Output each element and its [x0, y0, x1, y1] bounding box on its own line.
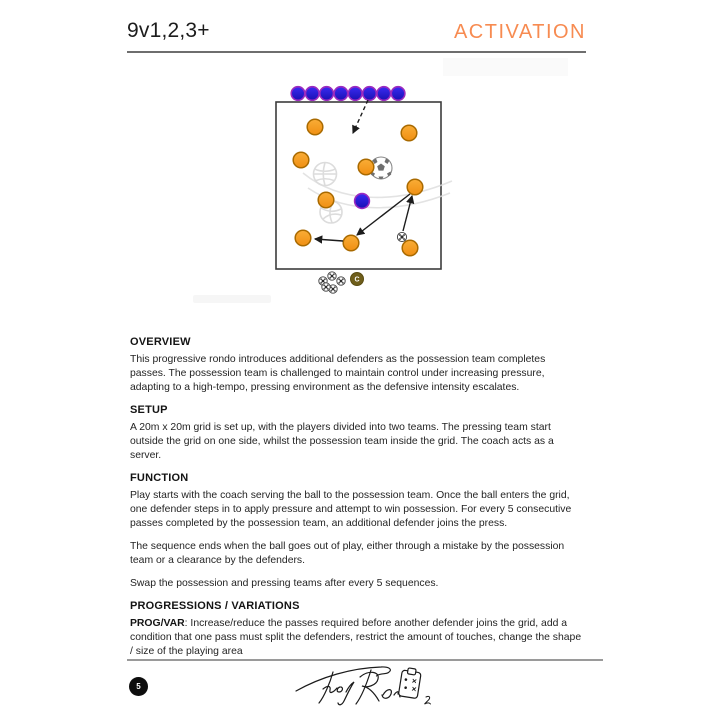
pressing-player-marker — [377, 87, 391, 101]
faint-block-top-right — [443, 58, 568, 76]
football-icon — [337, 277, 345, 285]
coach-label: C — [354, 276, 360, 284]
possession-player-marker — [318, 192, 334, 208]
pressing-player-marker — [334, 87, 348, 101]
section-heading: PROGRESSIONS / VARIATIONS — [130, 600, 300, 612]
signature — [293, 661, 441, 708]
football-icon — [397, 232, 406, 241]
defender-marker — [355, 194, 370, 209]
pressing-player-marker — [306, 87, 320, 101]
pressing-player-marker — [348, 87, 362, 101]
section-paragraph: PROG/VAR: Increase/reduce the passes required before another defender joins the grid, add a condition that one pass must split the defenders, restrict the amount of touches, change the shape / size of the playing area — [130, 618, 582, 657]
header-divider — [127, 51, 586, 53]
football-icon — [322, 283, 330, 291]
possession-player-marker — [407, 179, 423, 195]
drill-diagram — [0, 55, 713, 305]
section-paragraph: A 20m x 20m grid is set up, with the players divided into two teams. The pressing team start outside the grid on one side, whilst the possession team inside the grid. The coach acts as a server. — [130, 422, 554, 461]
section-heading: SETUP — [130, 404, 168, 416]
possession-player-marker — [401, 125, 417, 141]
possession-player-marker — [295, 230, 311, 246]
pressing-player-marker — [363, 87, 377, 101]
section-paragraph: This progressive rondo introduces additional defenders as the possession team completes passes. The possession team is challenged to maintain control under increasing pressure, adapting to a high-tempo, pressing environment as the defensive intensity escalates. — [130, 354, 546, 393]
page-number-badge: 5 — [129, 677, 148, 696]
section-heading: OVERVIEW — [130, 336, 191, 348]
section-paragraph: Play starts with the coach serving the ball to the possession team. Once the ball enters the grid, one defender steps in to apply pressure and attempt to win possession. For every 5 consecutive passes completed by the possession team, an additional defender joins the press. — [130, 490, 572, 529]
drill-diagram-area — [0, 55, 713, 305]
category-label: ACTIVATION — [453, 21, 586, 43]
possession-player-marker — [402, 240, 418, 256]
balls-group — [319, 232, 407, 293]
pass-arrow — [403, 196, 412, 231]
pass-arrow — [315, 239, 343, 241]
page-title: 9v1,2,3+ — [127, 19, 210, 42]
content-sections — [130, 330, 582, 668]
clipboard-icon — [398, 667, 421, 699]
defender-group — [355, 194, 370, 209]
faint-block-bottom-left — [193, 295, 271, 303]
entry-arrow — [353, 100, 368, 133]
section-heading: FUNCTION — [130, 472, 189, 484]
balls-watermark — [303, 157, 452, 223]
pressing-team-row — [291, 87, 405, 101]
possession-player-marker — [343, 235, 359, 251]
section-paragraph: The sequence ends when the ball goes out of play, either through a mistake by the possession team or a clearance by the defenders. — [130, 541, 565, 566]
possession-player-marker — [307, 119, 323, 135]
coach-group — [351, 273, 364, 286]
pressing-player-marker — [291, 87, 305, 101]
possession-player-marker — [358, 159, 374, 175]
football-icon — [328, 272, 336, 280]
pressing-player-marker — [320, 87, 334, 101]
section-paragraph: Swap the possession and pressing teams after every 5 sequences. — [130, 578, 439, 589]
possession-player-marker — [293, 152, 309, 168]
pressing-player-marker — [391, 87, 405, 101]
